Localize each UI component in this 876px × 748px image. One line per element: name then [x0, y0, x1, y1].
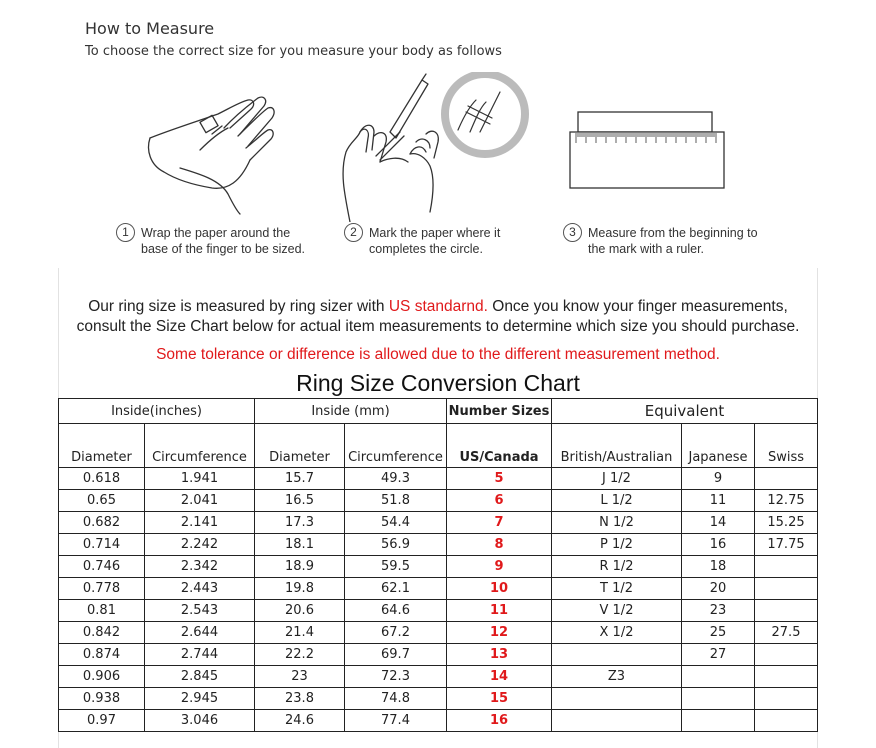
cell-swiss-size	[755, 468, 818, 490]
cell-mm-circumference: 67.2	[345, 622, 447, 644]
cell-mm-diameter: 21.4	[255, 622, 345, 644]
intro-text-b: Once you know your finger measurements,	[487, 298, 788, 315]
cell-swiss-size: 17.75	[755, 534, 818, 556]
step-2-caption	[369, 225, 500, 257]
intro-text-a: Our ring size is measured by ring sizer with	[88, 298, 389, 315]
cell-in-circumference: 2.041	[145, 490, 255, 512]
cell-mm-diameter: 18.9	[255, 556, 345, 578]
cell-us-size: 6	[447, 490, 552, 512]
cell-mm-circumference: 74.8	[345, 688, 447, 710]
group-header-equivalent: Equivalent	[552, 399, 818, 424]
cell-mm-circumference: 69.7	[345, 644, 447, 666]
cell-us-size: 14	[447, 666, 552, 688]
cell-japanese-size	[682, 666, 755, 688]
cell-japanese-size: 9	[682, 468, 755, 490]
col-header-british: British/Australian	[552, 424, 682, 468]
table-row	[59, 578, 818, 600]
cell-in-diameter: 0.65	[59, 490, 145, 512]
cell-british-size: R 1/2	[552, 556, 682, 578]
ring-size-table	[58, 398, 818, 732]
cell-in-circumference: 2.141	[145, 512, 255, 534]
cell-british-size: L 1/2	[552, 490, 682, 512]
cell-us-size: 15	[447, 688, 552, 710]
table-row	[59, 600, 818, 622]
cell-mm-diameter: 24.6	[255, 710, 345, 732]
cell-mm-circumference: 54.4	[345, 512, 447, 534]
ruler-illustration	[568, 110, 728, 190]
cell-us-size: 5	[447, 468, 552, 490]
col-header-mm-circumference: Circumference	[345, 424, 447, 468]
cell-in-circumference: 2.242	[145, 534, 255, 556]
cell-swiss-size	[755, 556, 818, 578]
step-3-number: 3	[563, 223, 582, 242]
cell-in-circumference: 2.845	[145, 666, 255, 688]
cell-british-size: T 1/2	[552, 578, 682, 600]
step-1-line-2: base of the finger to be sized.	[141, 242, 305, 256]
cell-in-diameter: 0.778	[59, 578, 145, 600]
col-header-swiss: Swiss	[755, 424, 818, 468]
group-header-inches: Inside(inches)	[59, 399, 255, 424]
cell-in-diameter: 0.906	[59, 666, 145, 688]
intro-line-2: consult the Size Chart below for actual item measurements to determine which size you should purchase.	[76, 318, 800, 335]
col-header-us-canada: US/Canada	[447, 424, 552, 468]
cell-japanese-size: 20	[682, 578, 755, 600]
step-2-line-2: completes the circle.	[369, 242, 483, 256]
cell-in-circumference: 2.744	[145, 644, 255, 666]
group-header-number-sizes: Number Sizes	[447, 399, 552, 424]
table-row	[59, 710, 818, 732]
page-subtitle: To choose the correct size for you measure your body as follows	[85, 44, 502, 59]
table-row	[59, 556, 818, 578]
step-3-caption	[588, 225, 758, 257]
cell-british-size: V 1/2	[552, 600, 682, 622]
us-standard-highlight: US standarnd.	[388, 298, 488, 315]
cell-mm-circumference: 59.5	[345, 556, 447, 578]
cell-mm-circumference: 72.3	[345, 666, 447, 688]
cell-in-circumference: 1.941	[145, 468, 255, 490]
cell-in-diameter: 0.97	[59, 710, 145, 732]
cell-japanese-size	[682, 688, 755, 710]
table-row	[59, 666, 818, 688]
cell-japanese-size: 27	[682, 644, 755, 666]
cell-mm-diameter: 19.8	[255, 578, 345, 600]
table-row	[59, 468, 818, 490]
step-1-caption	[141, 225, 305, 257]
mark-paper-illustration	[330, 72, 530, 222]
step-1-line-1: Wrap the paper around the	[141, 226, 291, 240]
cell-british-size: X 1/2	[552, 622, 682, 644]
cell-mm-circumference: 56.9	[345, 534, 447, 556]
cell-swiss-size	[755, 600, 818, 622]
cell-in-circumference: 2.644	[145, 622, 255, 644]
cell-mm-diameter: 16.5	[255, 490, 345, 512]
cell-swiss-size	[755, 688, 818, 710]
cell-mm-circumference: 77.4	[345, 710, 447, 732]
col-header-in-circumference: Circumference	[145, 424, 255, 468]
cell-swiss-size	[755, 710, 818, 732]
cell-british-size	[552, 688, 682, 710]
cell-in-diameter: 0.938	[59, 688, 145, 710]
cell-japanese-size: 16	[682, 534, 755, 556]
cell-swiss-size	[755, 644, 818, 666]
cell-us-size: 10	[447, 578, 552, 600]
table-row	[59, 512, 818, 534]
cell-us-size: 16	[447, 710, 552, 732]
cell-mm-diameter: 18.1	[255, 534, 345, 556]
cell-british-size	[552, 644, 682, 666]
step-2-number: 2	[344, 223, 363, 242]
table-row	[59, 644, 818, 666]
cell-us-size: 7	[447, 512, 552, 534]
cell-mm-diameter: 15.7	[255, 468, 345, 490]
cell-mm-diameter: 20.6	[255, 600, 345, 622]
cell-british-size: Z3	[552, 666, 682, 688]
cell-japanese-size	[682, 710, 755, 732]
cell-in-diameter: 0.874	[59, 644, 145, 666]
table-row	[59, 688, 818, 710]
cell-british-size: N 1/2	[552, 512, 682, 534]
cell-swiss-size: 12.75	[755, 490, 818, 512]
cell-mm-diameter: 23.8	[255, 688, 345, 710]
cell-in-circumference: 2.342	[145, 556, 255, 578]
cell-british-size: P 1/2	[552, 534, 682, 556]
step-1-number: 1	[116, 223, 135, 242]
cell-in-circumference: 2.543	[145, 600, 255, 622]
cell-in-diameter: 0.746	[59, 556, 145, 578]
cell-swiss-size	[755, 578, 818, 600]
cell-in-circumference: 2.443	[145, 578, 255, 600]
cell-in-circumference: 2.945	[145, 688, 255, 710]
cell-in-diameter: 0.81	[59, 600, 145, 622]
cell-us-size: 13	[447, 644, 552, 666]
cell-in-circumference: 3.046	[145, 710, 255, 732]
cell-mm-diameter: 22.2	[255, 644, 345, 666]
cell-japanese-size: 11	[682, 490, 755, 512]
step-3-line-1: Measure from the beginning to	[588, 226, 758, 240]
page-title: How to Measure	[85, 19, 215, 38]
cell-british-size: J 1/2	[552, 468, 682, 490]
wrap-finger-illustration	[140, 90, 290, 215]
cell-swiss-size: 15.25	[755, 512, 818, 534]
cell-mm-circumference: 49.3	[345, 468, 447, 490]
col-header-japanese: Japanese	[682, 424, 755, 468]
cell-in-diameter: 0.842	[59, 622, 145, 644]
chart-title: Ring Size Conversion Chart	[296, 370, 580, 396]
col-header-in-diameter: Diameter	[59, 424, 145, 468]
cell-japanese-size: 14	[682, 512, 755, 534]
cell-japanese-size: 25	[682, 622, 755, 644]
cell-mm-diameter: 23	[255, 666, 345, 688]
table-row	[59, 490, 818, 512]
table-row	[59, 534, 818, 556]
cell-us-size: 12	[447, 622, 552, 644]
cell-mm-circumference: 64.6	[345, 600, 447, 622]
step-3-line-2: the mark with a ruler.	[588, 242, 705, 256]
cell-in-diameter: 0.682	[59, 512, 145, 534]
cell-mm-diameter: 17.3	[255, 512, 345, 534]
cell-japanese-size: 23	[682, 600, 755, 622]
cell-japanese-size: 18	[682, 556, 755, 578]
cell-in-diameter: 0.714	[59, 534, 145, 556]
table-row	[59, 622, 818, 644]
cell-british-size	[552, 710, 682, 732]
group-header-mm: Inside (mm)	[255, 399, 447, 424]
cell-mm-circumference: 62.1	[345, 578, 447, 600]
cell-us-size: 8	[447, 534, 552, 556]
cell-swiss-size: 27.5	[755, 622, 818, 644]
cell-in-diameter: 0.618	[59, 468, 145, 490]
cell-us-size: 11	[447, 600, 552, 622]
step-2-line-1: Mark the paper where it	[369, 226, 501, 240]
cell-mm-circumference: 51.8	[345, 490, 447, 512]
cell-us-size: 9	[447, 556, 552, 578]
col-header-mm-diameter: Diameter	[255, 424, 345, 468]
cell-swiss-size	[755, 666, 818, 688]
tolerance-note: Some tolerance or difference is allowed due to the different measurement method.	[156, 346, 720, 363]
intro-line-1	[0, 298, 876, 316]
